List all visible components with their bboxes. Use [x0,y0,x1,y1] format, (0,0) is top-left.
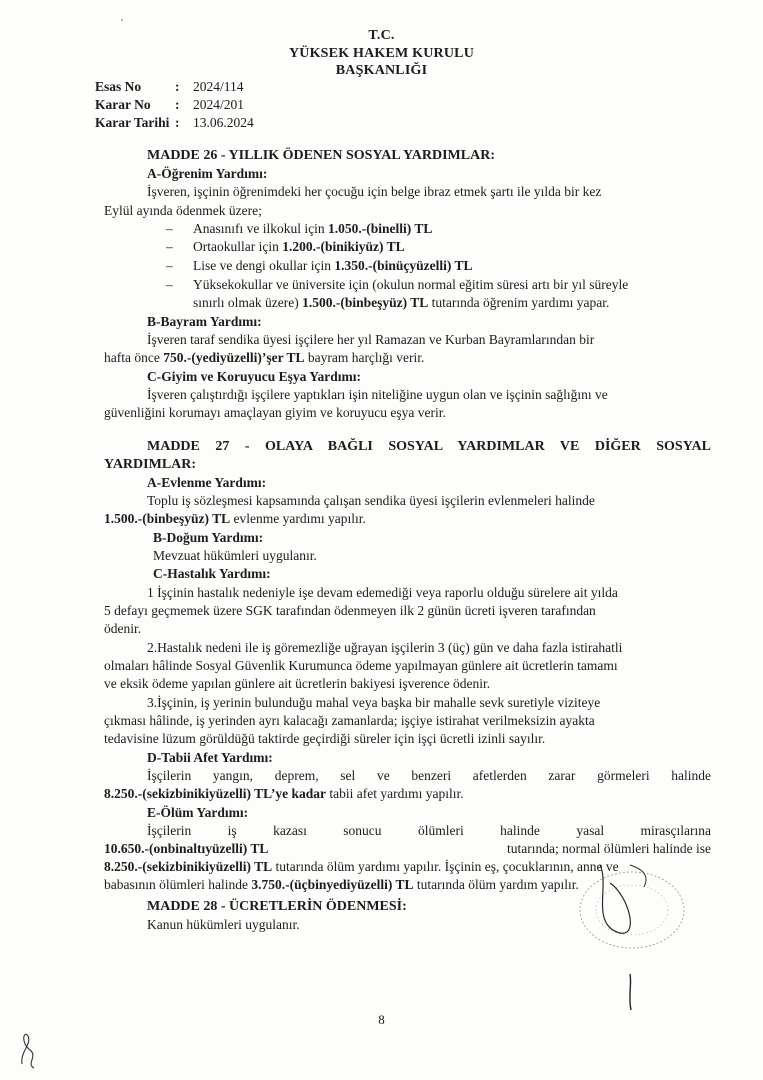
header-presidency: BAŞKANLIĞI [335,63,428,78]
paragraph-26b-line2: hafta önce 750.-(yediyüzelli)’şer TL bayram harçlığı verir. [104,350,425,365]
meta-colon: : [175,97,180,112]
paragraph-27c1-line2: 5 defayı geçmemek üzere SGK tarafından ödenmeyen ilk 2 günün ücreti işveren tarafından [104,603,596,618]
paragraph-26c-line1: İşveren çalıştırdığı işçilere yaptıkları işin niteliğine uygun olan ve işçinin sağlığını ve [147,387,608,402]
section-27d-title: D-Tabii Afet Yardımı: [147,750,273,765]
list-item-highschool: Lise ve dengi okullar için 1.350.-(binüçyüzelli) TL [193,258,473,273]
page-number: 8 [378,1012,385,1027]
paragraph-27c2-line1: 2.Hastalık nedeni ile iş göremezliğe uğrayan işçilerin 3 (üç) gün ve daha fazla istirahatli [147,640,623,655]
list-dash: – [166,221,173,236]
paragraph-27c2-line2: olmaları hâlinde Sosyal Güvenlik Kurumunca ödeme yapılmayan günlere ait ücretlerin tamamı [104,658,618,673]
list-dash: – [166,239,173,254]
header-tc: T.C. [368,28,395,43]
paragraph-28-line1: Kanun hükümleri uygulanır. [147,917,300,932]
meta-label: Karar Tarihi [95,115,170,130]
signature-stroke-icon [622,972,638,1012]
paragraph-26a-line1: İşveren, işçinin öğrenimdeki her çocuğu için belge ibraz etmek şartı ile yılda bir kez [147,184,602,199]
list-item-university-line1: Yüksekokullar ve üniversite için (okulun normal eğitim süresi artı bir yıl süreyle [193,277,629,292]
paragraph-27c1-line1: 1 İşçinin hastalık nedeniyle işe devam edemediği veya raporlu olduğu sürelere ait yılda [147,585,618,600]
paragraph-27e-line4: babasının ölümleri halinde 3.750.-(üçbinyediyüzelli) TL tutarında ölüm yardım yapılır. [104,877,579,892]
meta-colon: : [175,79,180,94]
meta-row-karar [95,96,254,114]
section-27a-title: A-Evlenme Yardımı: [147,475,267,490]
list-item-university-line2: sınırlı olmak üzere) 1.500.-(binbeşyüz) TL tutarında öğrenim yardımı yapar. [193,295,610,310]
scan-speck-icon [116,16,128,24]
meta-row-date [95,114,254,132]
paragraph-26b-line1: İşveren taraf sendika üyesi işçilere her yıl Ramazan ve Kurban Bayramlarından bir [147,332,595,347]
list-item-primary: Anasınıfı ve ilkokul için 1.050.-(binelli) TL [193,221,433,236]
paragraph-27e-line3: 8.250.-(sekizbinikiyüzelli) TL tutarında ölüm yardımı yapılır. İşçinin eş, çocuklarının, anne ve [104,859,619,874]
meta-value: 2024/114 [193,79,244,94]
article-26-title: MADDE 26 - YILLIK ÖDENEN SOSYAL YARDIMLAR: [147,148,495,163]
meta-label: Esas No [95,79,142,94]
meta-label: Karar No [95,97,151,112]
section-27b-title: B-Doğum Yardımı: [153,530,264,545]
paragraph-26a-line2: Eylül ayında ödenmek üzere; [104,203,262,218]
section-27c-title: C-Hastalık Yardımı: [153,566,271,581]
paragraph-27d-line2: 8.250.-(sekizbinikiyüzelli) TL’ye kadar tabii afet yardımı yapılır. [104,786,464,801]
official-stamp-icon [570,855,690,955]
list-item-middle: Ortaokullar için 1.200.-(binikiyüz) TL [193,239,405,254]
list-dash: – [166,277,173,292]
initials-signature-icon [18,1030,40,1070]
paragraph-27c3-line3: tedavisine lüzum görüldüğü taktirde geçirdiği süreler için işçi ücretli izinli sayılır. [104,731,546,746]
article-28-title: MADDE 28 - ÜCRETLERİN ÖDENMESİ: [147,899,407,914]
paragraph-27b-line1: Mevzuat hükümleri uygulanır. [153,548,317,563]
paragraph-27a-line2: 1.500.-(binbeşyüz) TL evlenme yardımı yapılır. [104,511,366,526]
article-27-title-line1: MADDE 27 - OLAYA BAĞLI SOSYAL YARDIMLAR VE DİĞER SOSYAL [147,439,711,454]
paragraph-27c3-line1: 3.İşçinin, iş yerinin bulunduğu mahal veya başka bir mahalle sevk suretiyle viziteye [147,695,601,710]
paragraph-27e-line1: İşçilerin iş kazası sonucu ölümleri halinde yasal mirasçılarına [147,823,711,838]
meta-value: 13.06.2024 [193,115,254,130]
paragraph-27c1-line3: ödenir. [104,621,142,636]
section-27e-title: E-Ölüm Yardımı: [147,805,249,820]
meta-colon: : [175,115,180,130]
section-26a-title: A-Öğrenim Yardımı: [147,166,268,181]
paragraph-27e-line2: 10.650.-(onbinaltıyüzelli) TL tutarında; normal ölümleri halinde ise [104,841,711,856]
section-26c-title: C-Giyim ve Koruyucu Eşya Yardımı: [147,369,361,384]
paragraph-26c-line2: güvenliğini korumayı amaçlayan giyim ve koruyucu eşya verir. [104,405,446,420]
paragraph-27c2-line3: ve eksik ödeme yapılan günlere ait ücretlerin bakiyesi işverence ödenir. [104,676,491,691]
meta-row-esas [95,78,254,96]
article-27-title-line2: YARDIMLAR: [104,457,197,472]
paragraph-27a-line1: Toplu iş sözleşmesi kapsamında çalışan sendika üyesi işçilerin evlenmeleri halinde [147,493,595,508]
list-dash: – [166,258,173,273]
section-26b-title: B-Bayram Yardımı: [147,314,262,329]
header-institution: YÜKSEK HAKEM KURULU [288,46,475,61]
paragraph-27d-line1: İşçilerin yangın, deprem, sel ve benzeri afetlerden zarar görmeleri halinde [147,768,711,783]
meta-value: 2024/201 [193,97,245,112]
case-meta [95,78,254,132]
paragraph-27c3-line2: çıkması hâlinde, iş yerinden ayrı kalacağı zamanlarda; işçiye istirahat verilmeksizin ayakta [104,713,595,728]
